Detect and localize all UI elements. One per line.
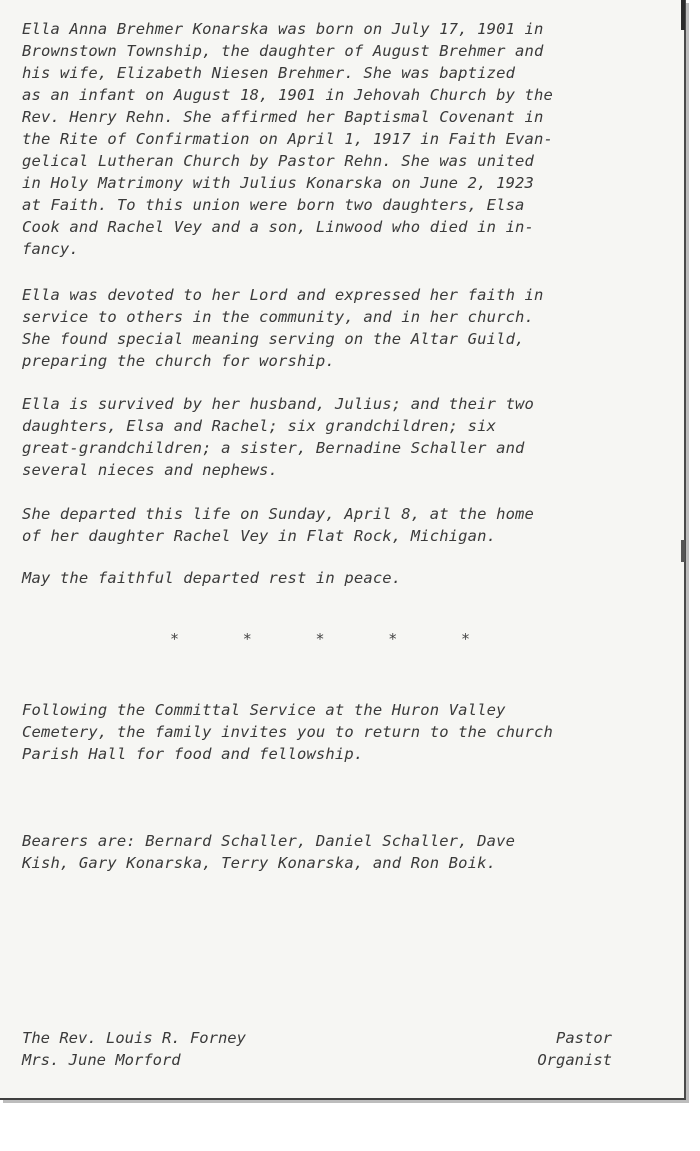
- divider-star: *: [242, 630, 252, 648]
- page-edge-mark: [681, 540, 685, 562]
- obituary-paragraph-blessing: May the faithful departed rest in peace.: [22, 569, 402, 587]
- divider-star: *: [460, 630, 470, 648]
- officiant-row: [22, 1027, 612, 1049]
- officiant-name: The Rev. Louis R. Forney: [22, 1029, 246, 1047]
- officiants: [22, 1027, 612, 1071]
- officiant-name: Mrs. June Morford: [22, 1051, 181, 1069]
- committal-notice: Following the Committal Service at the Huron Valley Cemetery, the family invites you to return to the church Parish Hall for food and fellowship.: [22, 701, 553, 763]
- obituary-paragraph-birth: Ella Anna Brehmer Konarska was born on July 17, 1901 in Brownstown Township, the daughter of August Brehmer and his wife, Elizabeth Niesen Brehmer. She was baptized as an infant on August 18, 1901 in Jehovah Church by the Rev. Henry Rehn. She affirmed her Baptismal Covenant in the Rite of Confirmation on April 1, 1917 in Faith Evan- gelical Lutheran Church by Pastor Rehn. She was united in Holy Matrimony with Julius Konarska on June 2, 1923 at Faith. To this union were born two daughters, Elsa Cook and Rachel Vey and a son, Linwood who died in in- fancy.: [22, 20, 553, 258]
- officiant-role: Pastor: [556, 1029, 612, 1047]
- officiant-row: [22, 1049, 612, 1071]
- officiant-role: Organist: [537, 1051, 612, 1069]
- divider-star: *: [315, 630, 325, 648]
- obituary-paragraph-survivors: Ella is survived by her husband, Julius; and their two daughters, Elsa and Rachel; six grandchildren; six great-grandchildren; a sister, Bernadine Schaller and several nieces and nephews.: [22, 395, 535, 479]
- obituary-paragraph-faith: Ella was devoted to her Lord and expressed her faith in service to others in the community, and in her church. She found special meaning serving on the Altar Guild, preparing the church for worship.: [22, 286, 544, 370]
- page-edge-mark: [681, 0, 685, 30]
- divider-star: *: [170, 630, 180, 648]
- divider-star: *: [388, 630, 398, 648]
- section-divider: [170, 630, 470, 648]
- bearers-list: Bearers are: Bernard Schaller, Daniel Schaller, Dave Kish, Gary Konarska, Terry Konarska, and Ron Boik.: [22, 832, 516, 872]
- obituary-paragraph-death: She departed this life on Sunday, April 8, at the home of her daughter Rachel Vey in Flat Rock, Michigan.: [22, 505, 535, 545]
